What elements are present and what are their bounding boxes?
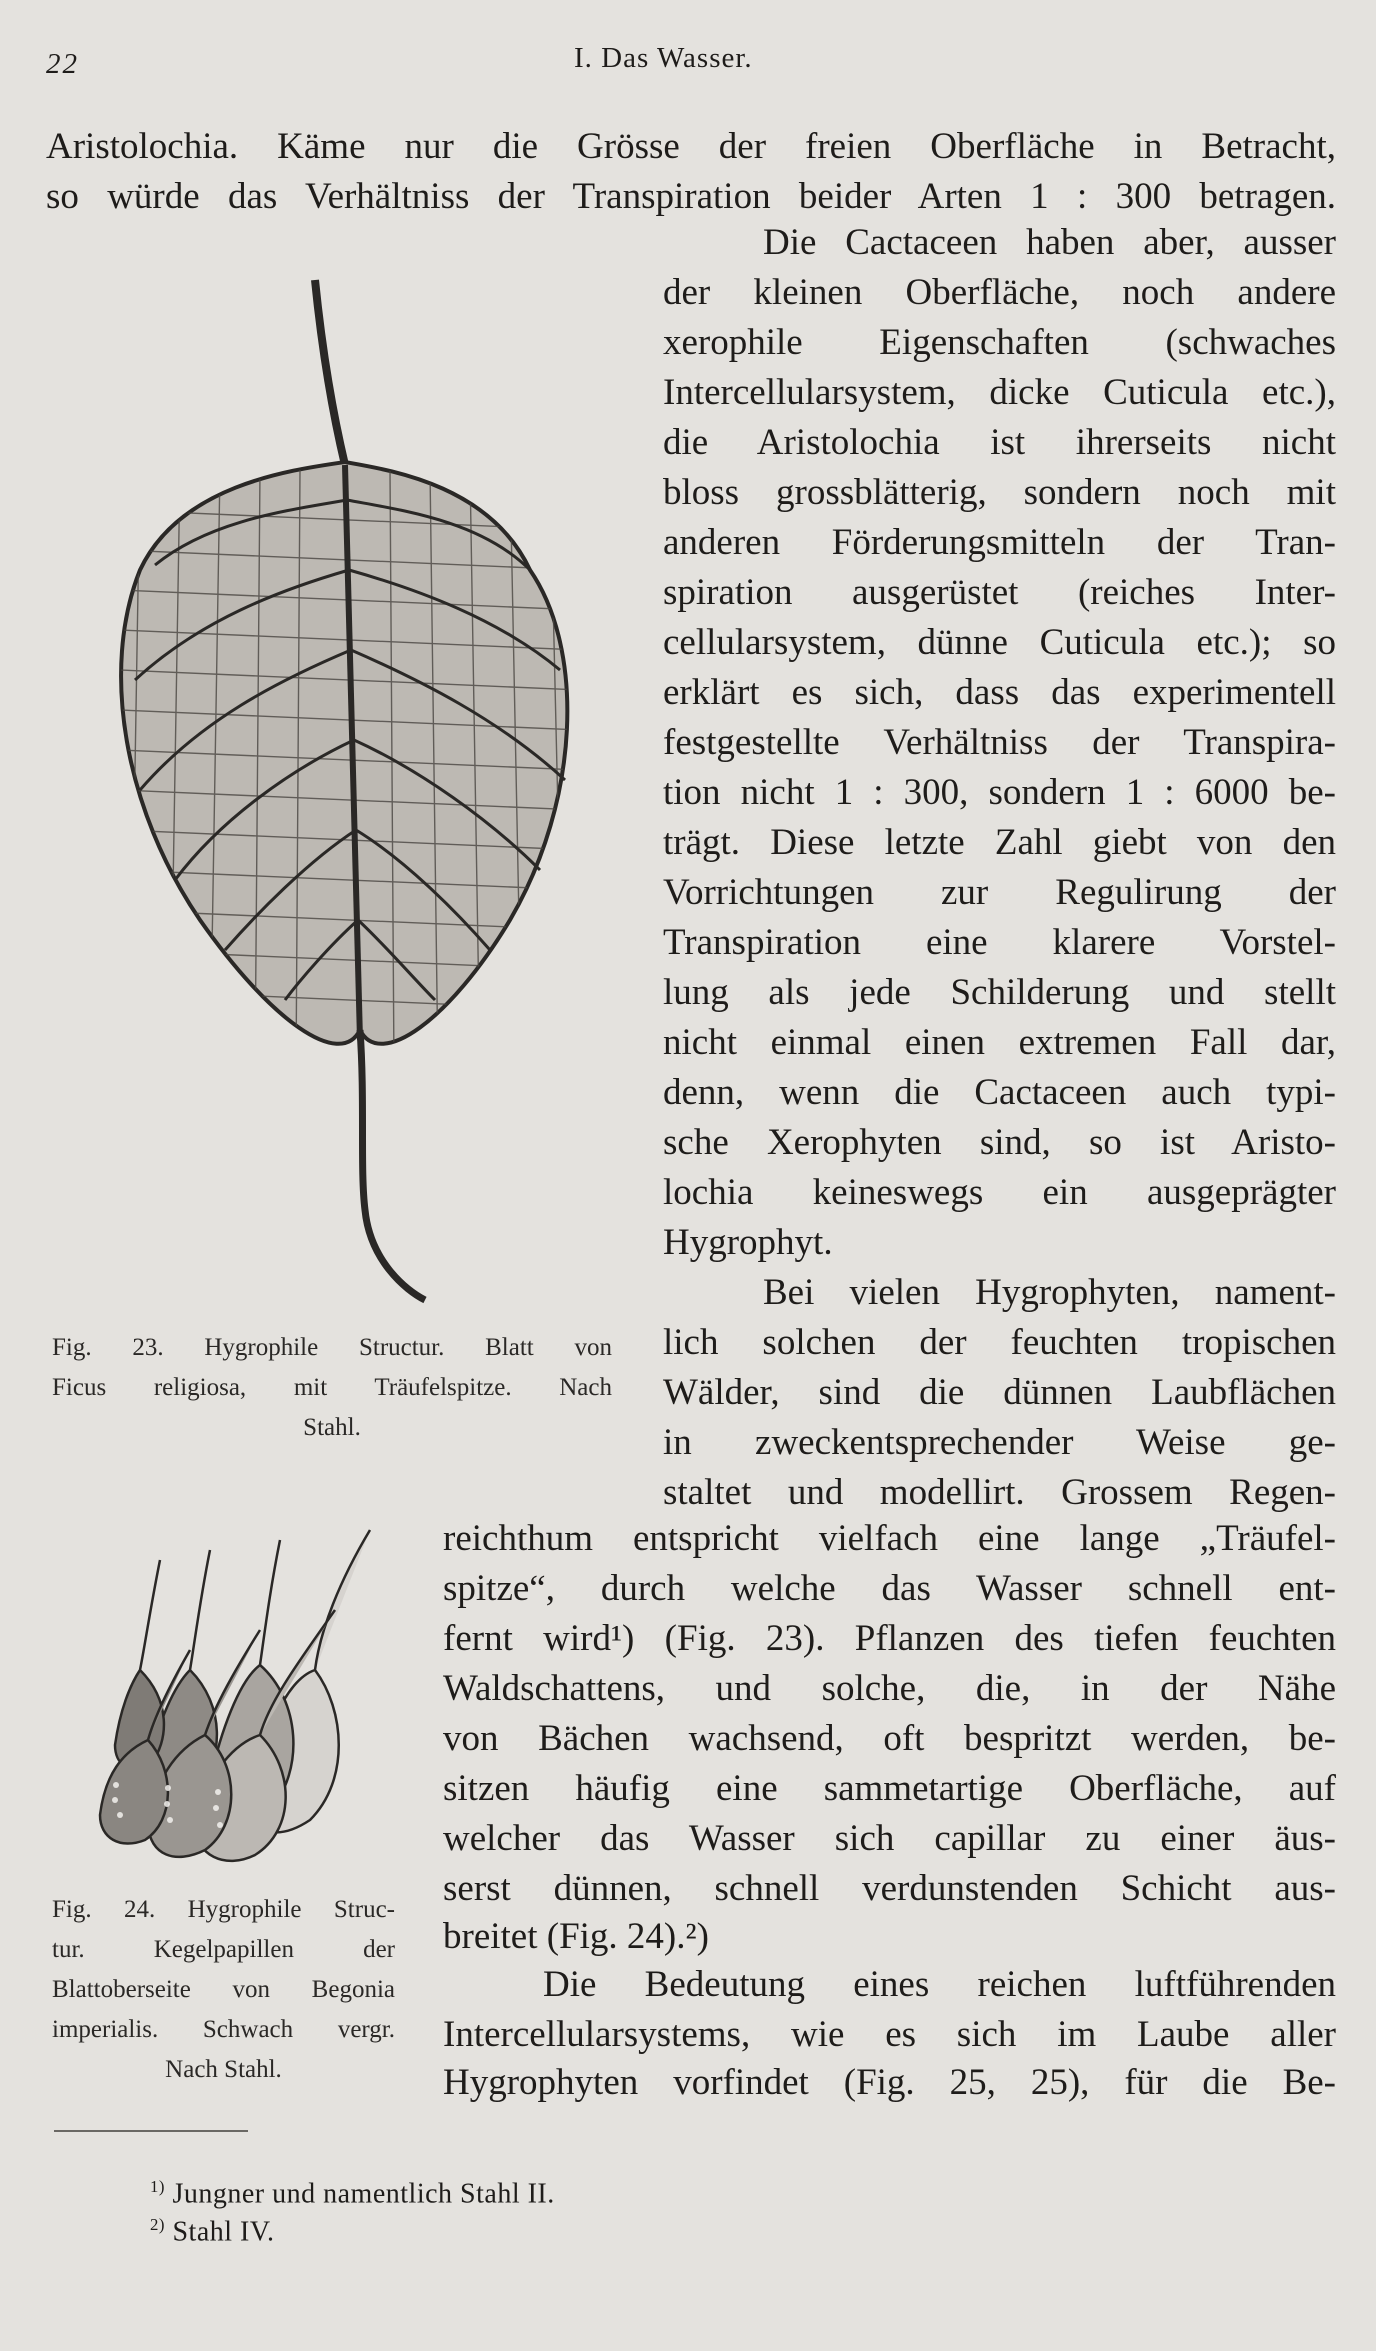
fig24-caption-line: Blattoberseite von Begonia <box>52 1976 395 2003</box>
body-line: Aristolochia. Käme nur die Grösse der freien Oberfläche in Betracht, <box>46 126 1336 167</box>
body-line: Intercellularsystems, wie es sich im Laube aller <box>443 2014 1336 2055</box>
body-line: serst dünnen, schnell verdunstenden Schicht aus- <box>443 1868 1336 1909</box>
fig23-leaf-illustration <box>60 270 600 1320</box>
body-line: lung als jede Schilderung und stellt <box>663 972 1336 1013</box>
body-line: breitet (Fig. 24).²) <box>443 1916 709 1957</box>
body-line: von Bächen wachsend, oft bespritzt werden, be- <box>443 1718 1336 1759</box>
body-line: Transpiration eine klarere Vorstel- <box>663 922 1336 963</box>
fig24-caption-line: Nach Stahl. <box>165 2056 282 2083</box>
body-line: in zweckentsprechender Weise ge- <box>663 1422 1336 1463</box>
body-line: Wälder, sind die dünnen Laubflächen <box>663 1372 1336 1413</box>
body-line: Intercellularsystem, dicke Cuticula etc.), <box>663 372 1336 413</box>
fig23-caption-line: Ficus religiosa, mit Träufelspitze. Nach <box>52 1374 612 1401</box>
body-line: die Aristolochia ist ihrerseits nicht <box>663 422 1336 463</box>
body-line: Bei vielen Hygrophyten, nament- <box>763 1272 1336 1313</box>
fig23-caption-line: Fig. 23. Hygrophile Structur. Blatt von <box>52 1334 612 1361</box>
footnote-mark: 2) <box>150 2215 165 2234</box>
body-line: cellularsystem, dünne Cuticula etc.); so <box>663 622 1336 663</box>
body-line: lich solchen der feuchten tropischen <box>663 1322 1336 1363</box>
fig24-caption-line: imperialis. Schwach vergr. <box>52 2016 395 2043</box>
body-line: fernt wird¹) (Fig. 23). Pflanzen des tiefen feuchten <box>443 1618 1336 1659</box>
body-line: trägt. Diese letzte Zahl giebt von den <box>663 822 1336 863</box>
body-line: nicht einmal einen extremen Fall dar, <box>663 1022 1336 1063</box>
fig24-caption-line: Fig. 24. Hygrophile Struc- <box>52 1896 395 1923</box>
body-line: welcher das Wasser sich capillar zu einer äus- <box>443 1818 1336 1859</box>
footnote-mark: 1) <box>150 2177 165 2196</box>
page-number: 22 <box>46 48 79 80</box>
body-line: lochia keineswegs ein ausgeprägter <box>663 1172 1336 1213</box>
body-line: Hygrophyten vorfindet (Fig. 25, 25), für die Be- <box>443 2062 1336 2103</box>
body-line: Die Bedeutung eines reichen luftführenden <box>543 1964 1336 2005</box>
fig23-caption-line: Stahl. <box>303 1414 361 1441</box>
body-line: spiration ausgerüstet (reiches Inter- <box>663 572 1336 613</box>
body-line: tion nicht 1 : 300, sondern 1 : 6000 be- <box>663 772 1336 813</box>
body-line: anderen Förderungsmitteln der Tran- <box>663 522 1336 563</box>
body-line: Hygrophyt. <box>663 1222 833 1263</box>
fig24-caption-line: tur. Kegelpapillen der <box>52 1936 395 1963</box>
fig24-caption <box>52 1890 395 2090</box>
body-line: sche Xerophyten sind, so ist Aristo- <box>663 1122 1336 1163</box>
body-line: so würde das Verhältniss der Transpiration beider Arten 1 : 300 betragen. <box>46 176 1336 217</box>
body-line: xerophile Eigenschaften (schwaches <box>663 322 1336 363</box>
body-line: reichthum entspricht vielfach eine lange „Träufel- <box>443 1518 1336 1559</box>
body-line: Vorrichtungen zur Regulirung der <box>663 872 1336 913</box>
body-line: Die Cactaceen haben aber, ausser <box>763 222 1336 263</box>
fig24-papillae-illustration <box>70 1520 390 1880</box>
footnote-text: Stahl IV. <box>172 2216 275 2248</box>
footnote-text: Jungner und namentlich Stahl II. <box>172 2178 555 2210</box>
footnote-divider <box>54 2130 248 2132</box>
fig23-caption <box>52 1328 612 1448</box>
body-line: denn, wenn die Cactaceen auch typi- <box>663 1072 1336 1113</box>
body-line: bloss grossblätterig, sondern noch mit <box>663 472 1336 513</box>
body-line: sitzen häufig eine sammetartige Oberfläche, auf <box>443 1768 1336 1809</box>
footnote-2 <box>150 2206 274 2251</box>
running-title: I. Das Wasser. <box>574 42 753 74</box>
body-line: spitze“, durch welche das Wasser schnell ent- <box>443 1568 1336 1609</box>
body-line: festgestellte Verhältniss der Transpira- <box>663 722 1336 763</box>
body-line: erklärt es sich, dass das experimentell <box>663 672 1336 713</box>
body-line: staltet und modellirt. Grossem Regen- <box>663 1472 1336 1513</box>
body-line: Waldschattens, und solche, die, in der Nähe <box>443 1668 1336 1709</box>
body-line: der kleinen Oberfläche, noch andere <box>663 272 1336 313</box>
